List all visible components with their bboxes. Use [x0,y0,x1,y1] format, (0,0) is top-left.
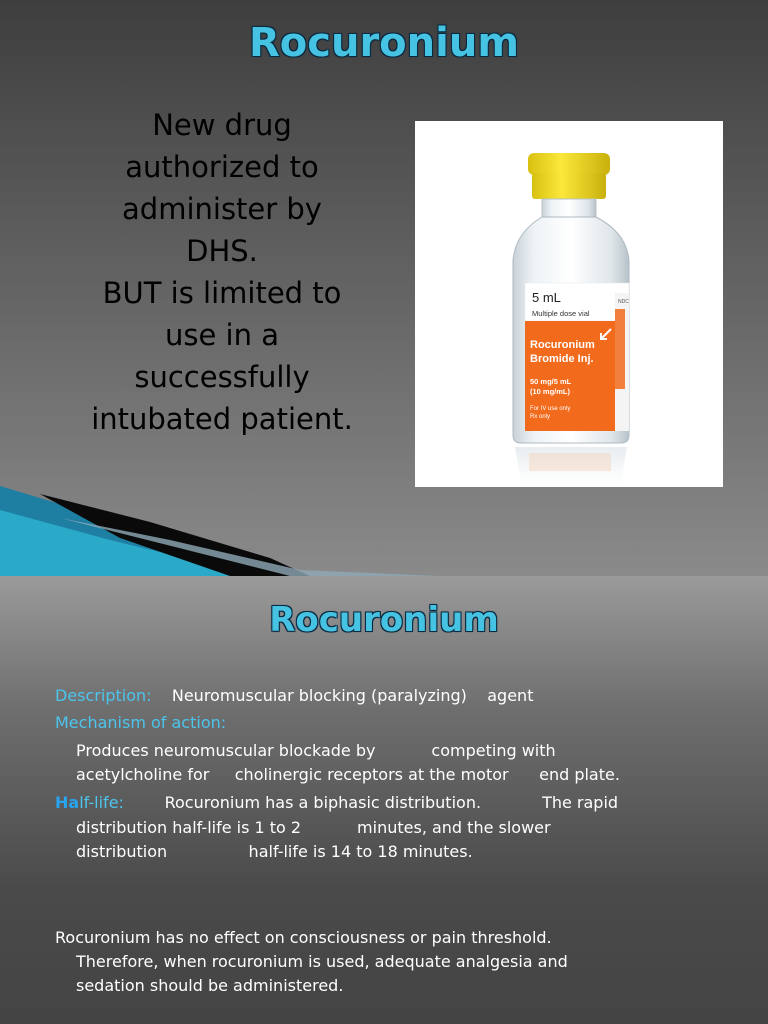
vial-side-code: NDC [618,299,629,305]
vial-route-line1: For IV use only [530,406,571,412]
halflife-label-start: Ha [55,793,80,812]
vial-photo [415,121,723,487]
slide-1-title: Rocuronium [248,20,520,66]
text-line: authorized to [125,150,319,184]
mechanism-line: acetylcholine for cholinergic receptors at the motor end plate. [76,765,620,784]
description-row [55,684,533,708]
effect-line: Therefore, when rocuronium is used, adequate analgesia and [76,952,568,971]
description-label: Description: [55,686,152,705]
vial-strength-line2: (10 mg/mL) [530,387,571,396]
vial-strength-line1: 50 mg/5 mL [530,377,572,386]
vial-cap [528,153,610,175]
mechanism-label: Mechanism of action: [55,713,227,732]
description-text: Neuromuscular blocking (paralyzing) agent [171,686,534,705]
halflife-text: Rocuronium has a biphasic distribution. The rapid [164,793,619,812]
authorization-text [52,104,392,272]
vial-volume: 5 mL [532,290,561,305]
mechanism-line: Produces neuromuscular blockade by competing with [76,741,556,760]
text-line: BUT is limited to [102,276,342,310]
effect-line: sedation should be administered. [76,976,344,995]
text-line: New drug [152,108,292,142]
vial-illustration [415,121,723,487]
effect-line: Rocuronium has no effect on consciousness or pain threshold. [55,928,552,947]
vial-name-line1: Rocuronium [530,339,595,351]
vial-name-line2: Bromide Inj. [530,353,594,365]
halflife-line: distribution half-life is 1 to 2 minutes, and the slower [76,818,551,837]
slide-2-title: Rocuronium [269,600,499,640]
vial-dose-type: Multiple dose vial [532,309,590,318]
text-line: use in a [165,318,279,352]
halflife-line: distribution half-life is 14 to 18 minutes. [76,842,473,861]
limitation-text [52,272,392,440]
vial-route-line2: Rx only [530,414,551,420]
halflife-row [55,791,618,815]
halflife-label-end: lf-life: [79,793,124,812]
text-line: DHS. [186,234,258,268]
decorative-swoosh [0,480,768,576]
text-line: administer by [122,192,322,226]
text-line: successfully [134,360,310,394]
text-line: intubated patient. [91,402,353,436]
